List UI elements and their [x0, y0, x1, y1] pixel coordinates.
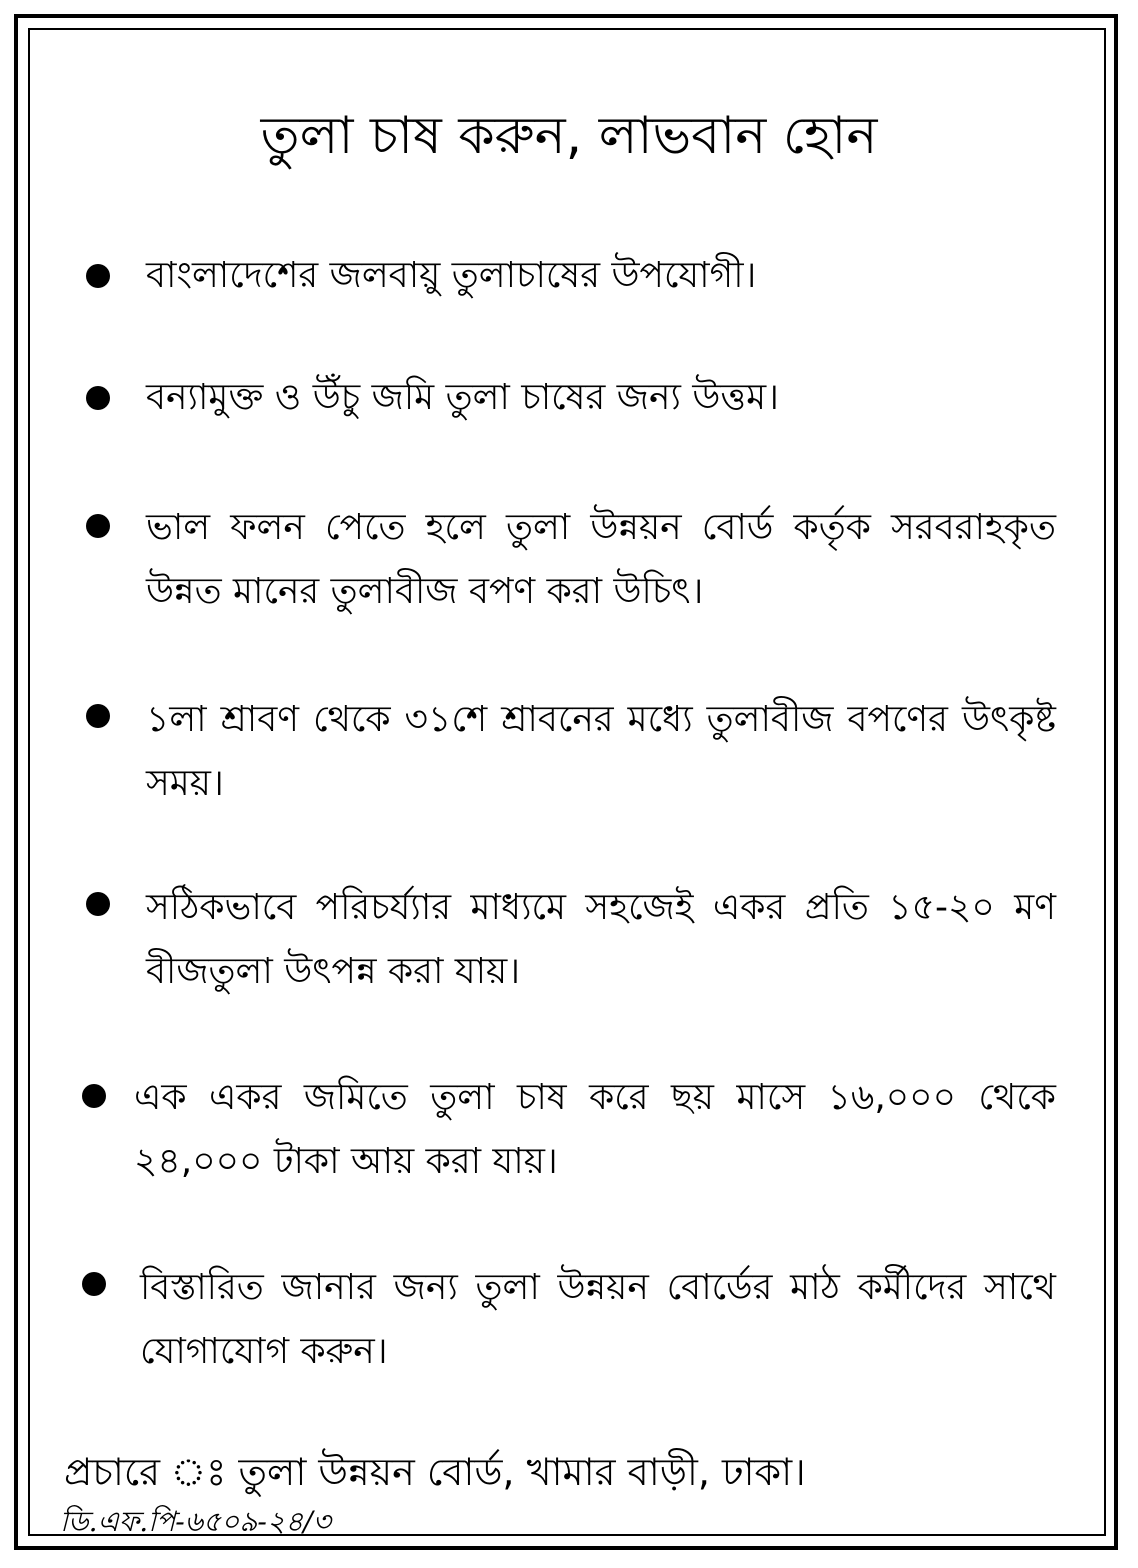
bullet-icon: [82, 1084, 106, 1108]
bullet-icon: [86, 892, 110, 916]
list-item-text: ১লা শ্রাবণ থেকে ৩১শে শ্রাবনের মধ্যে তুলাবীজ বপণের উৎকৃষ্ট সময়।: [146, 699, 1056, 804]
reference-code: ডি.এফ.পি-৬৫০৯-২৪/৩: [60, 1505, 331, 1538]
bullet-icon: [82, 1272, 106, 1296]
bullet-icon: [86, 514, 110, 538]
list-item-text: বাংলাদেশের জলবায়ু তুলাচাষের উপযোগী।: [146, 255, 757, 296]
bullet-icon: [86, 386, 110, 410]
list-item-text: এক একর জমিতে তুলা চাষ করে ছয় মাসে ১৬,০০০ থেকে ২৪,০০০ টাকা আয় করা যায়।: [134, 1077, 1056, 1182]
footer-publisher: প্রচারে ঃ তুলা উন্নয়ন বোর্ড, খামার বাড়ী, ঢাকা।: [64, 1450, 806, 1494]
list-item-text: বিস্তারিত জানার জন্য তুলা উন্নয়ন বোর্ডের মাঠ কর্মীদের সাথে যোগাযোগ করুন।: [140, 1267, 1056, 1372]
bullet-icon: [86, 704, 110, 728]
bullet-icon: [86, 264, 110, 288]
list-item-text: সঠিকভাবে পরিচর্য্যার মাধ্যমে সহজেই একর প্রতি ১৫-২০ মণ বীজতুলা উৎপন্ন করা যায়।: [146, 887, 1056, 992]
page-title: তুলা চাষ করুন, লাভবান হোন: [260, 106, 878, 166]
list-item-text: বন্যামুক্ত ও উঁচু জমি তুলা চাষের জন্য উত্তম।: [146, 377, 779, 418]
list-item-text: ভাল ফলন পেতে হলে তুলা উন্নয়ন বোর্ড কর্তৃক সরবরাহকৃত উন্নত মানের তুলাবীজ বপণ করা উচিৎ।: [146, 507, 1056, 612]
